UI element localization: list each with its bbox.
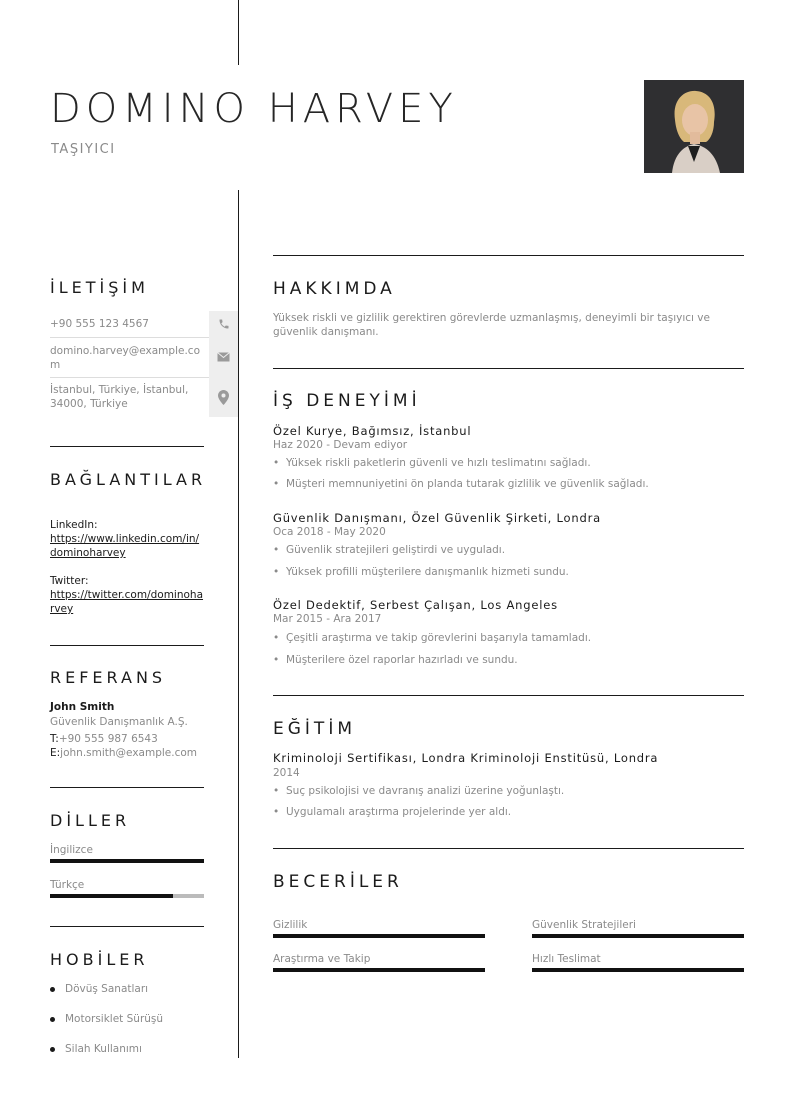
- job-date: Oca 2018 - May 2020: [273, 526, 386, 538]
- candidate-name: DOMINO HARVEY: [50, 86, 458, 132]
- bullet-text: Yüksek profilli müşterilere danışmanlık hizmeti sundu.: [286, 566, 569, 578]
- hobby-label: Motorsiklet Sürüşü: [65, 1013, 164, 1025]
- job-title: Güvenlik Danışmanı, Özel Güvenlik Şirketi, Londra: [273, 511, 601, 525]
- experience-heading: İŞ DENEYİMİ: [273, 391, 421, 411]
- section-divider: [273, 368, 744, 369]
- skill-name: Gizlilik: [273, 919, 308, 931]
- profile-photo: [644, 80, 744, 173]
- education-title: Kriminoloji Sertifikası, Londra Kriminoloji Enstitüsü, Londra: [273, 751, 659, 765]
- twitter-label: Twitter:: [50, 575, 89, 587]
- skill-name: Araştırma ve Takip: [273, 953, 371, 965]
- reference-email-label: E:: [50, 747, 61, 759]
- twitter-link[interactable]: https://twitter.com/dominoharvey: [50, 589, 204, 615]
- contact-phone-row: [50, 311, 238, 338]
- skills-heading: BECERİLER: [273, 872, 403, 892]
- column-divider-line: [238, 190, 239, 1058]
- reference-company: Güvenlik Danışmanlık A.Ş.: [50, 716, 188, 728]
- hobby-label: Silah Kullanımı: [65, 1043, 142, 1055]
- envelope-icon: [209, 337, 238, 377]
- reference-email[interactable]: john.smith@example.com: [60, 747, 198, 759]
- bullet-text: Suç psikolojisi ve davranış analizi üzerine yoğunlaştı.: [286, 785, 565, 797]
- contact-heading: İLETİŞİM: [50, 278, 149, 297]
- reference-heading: REFERANS: [50, 668, 167, 687]
- bullet-text: Müşterilere özel raporlar hazırladı ve sundu.: [286, 654, 518, 666]
- bullet-dot: •: [273, 806, 280, 818]
- bullet-dot: [50, 1017, 55, 1022]
- sidebar-divider: [50, 787, 204, 788]
- reference-phone-line: [50, 732, 204, 746]
- bullet-dot: •: [273, 544, 280, 556]
- skill-name: Hızlı Teslimat: [532, 953, 601, 965]
- bullet-dot: [50, 987, 55, 992]
- bullet-dot: •: [273, 654, 280, 666]
- top-divider-line: [238, 0, 239, 65]
- job-date: Mar 2015 - Ara 2017: [273, 613, 382, 625]
- bullet-text: Güvenlik stratejileri geliştirdi ve uyguladı.: [286, 544, 506, 556]
- bullet-dot: •: [273, 478, 280, 490]
- bullet-dot: [50, 1047, 55, 1052]
- section-divider: [273, 848, 744, 849]
- languages-heading: DİLLER: [50, 811, 131, 830]
- sidebar-divider: [50, 645, 204, 646]
- language-name: Türkçe: [50, 879, 85, 891]
- reference-email-line: [50, 746, 204, 760]
- bullet-dot: •: [273, 457, 280, 469]
- reference-block: [50, 700, 204, 760]
- section-divider: [273, 695, 744, 696]
- about-heading: HAKKIMDA: [273, 279, 396, 299]
- language-level-fill: [50, 894, 173, 898]
- reference-phone[interactable]: +90 555 987 6543: [58, 733, 158, 745]
- language-level-bar: [50, 859, 204, 863]
- twitter-block: [50, 574, 204, 616]
- job-title: Özel Kurye, Bağımsız, İstanbul: [273, 424, 472, 438]
- language-level-bar: [50, 894, 204, 898]
- skill-level-fill: [273, 934, 485, 938]
- reference-phone-label: T:: [50, 733, 59, 745]
- skill-level-bar: [532, 968, 744, 972]
- skill-level-fill: [273, 968, 485, 972]
- skill-name: Güvenlik Stratejileri: [532, 919, 636, 931]
- sidebar-divider: [50, 446, 204, 447]
- job-date: Haz 2020 - Devam ediyor: [273, 439, 408, 451]
- language-level-fill: [50, 859, 204, 863]
- links-heading: BAĞLANTILAR: [50, 470, 207, 489]
- contact-email[interactable]: domino.harvey@example.com: [50, 345, 200, 371]
- linkedin-label: LinkedIn:: [50, 519, 98, 531]
- skill-level-fill: [532, 934, 744, 938]
- linkedin-block: [50, 518, 204, 560]
- contact-email-row: [50, 337, 238, 378]
- candidate-title: TAŞIYICI: [51, 142, 116, 157]
- education-heading: EĞİTİM: [273, 719, 356, 739]
- bullet-text: Müşteri memnuniyetini ön planda tutarak gizlilik ve güvenlik sağladı.: [286, 478, 649, 490]
- bullet-dot: •: [273, 632, 280, 644]
- language-name: İngilizce: [50, 844, 93, 856]
- contact-address-row: [50, 377, 238, 417]
- reference-name: John Smith: [50, 701, 115, 713]
- skill-level-bar: [273, 968, 485, 972]
- contact-address: İstanbul, Türkiye, İstanbul, 34000, Türkiye: [50, 384, 189, 410]
- bullet-dot: •: [273, 566, 280, 578]
- bullet-text: Yüksek riskli paketlerin güvenli ve hızlı teslimatını sağladı.: [286, 457, 591, 469]
- about-text: Yüksek riskli ve gizlilik gerektiren görevlerde uzmanlaşmış, deneyimli bir taşıyıcı ve güvenlik danışmanı.: [273, 312, 710, 338]
- hobbies-heading: HOBİLER: [50, 950, 149, 969]
- sidebar-divider: [50, 926, 204, 927]
- bullet-text: Uygulamalı araştırma projelerinde yer aldı.: [286, 806, 512, 818]
- phone-icon: [209, 311, 238, 337]
- bullet-dot: •: [273, 785, 280, 797]
- bullet-text: Çeşitli araştırma ve takip görevlerini başarıyla tamamladı.: [286, 632, 592, 644]
- hobby-label: Dövüş Sanatları: [65, 983, 149, 995]
- linkedin-link[interactable]: https://www.linkedin.com/in/dominoharvey: [50, 533, 200, 559]
- skill-level-bar: [273, 934, 485, 938]
- section-divider: [273, 255, 744, 256]
- contact-phone[interactable]: +90 555 123 4567: [50, 318, 149, 330]
- map-pin-icon: [209, 377, 238, 417]
- job-title: Özel Dedektif, Serbest Çalışan, Los Angeles: [273, 598, 558, 612]
- skill-level-bar: [532, 934, 744, 938]
- skill-level-fill: [532, 968, 744, 972]
- education-date: 2014: [273, 767, 300, 779]
